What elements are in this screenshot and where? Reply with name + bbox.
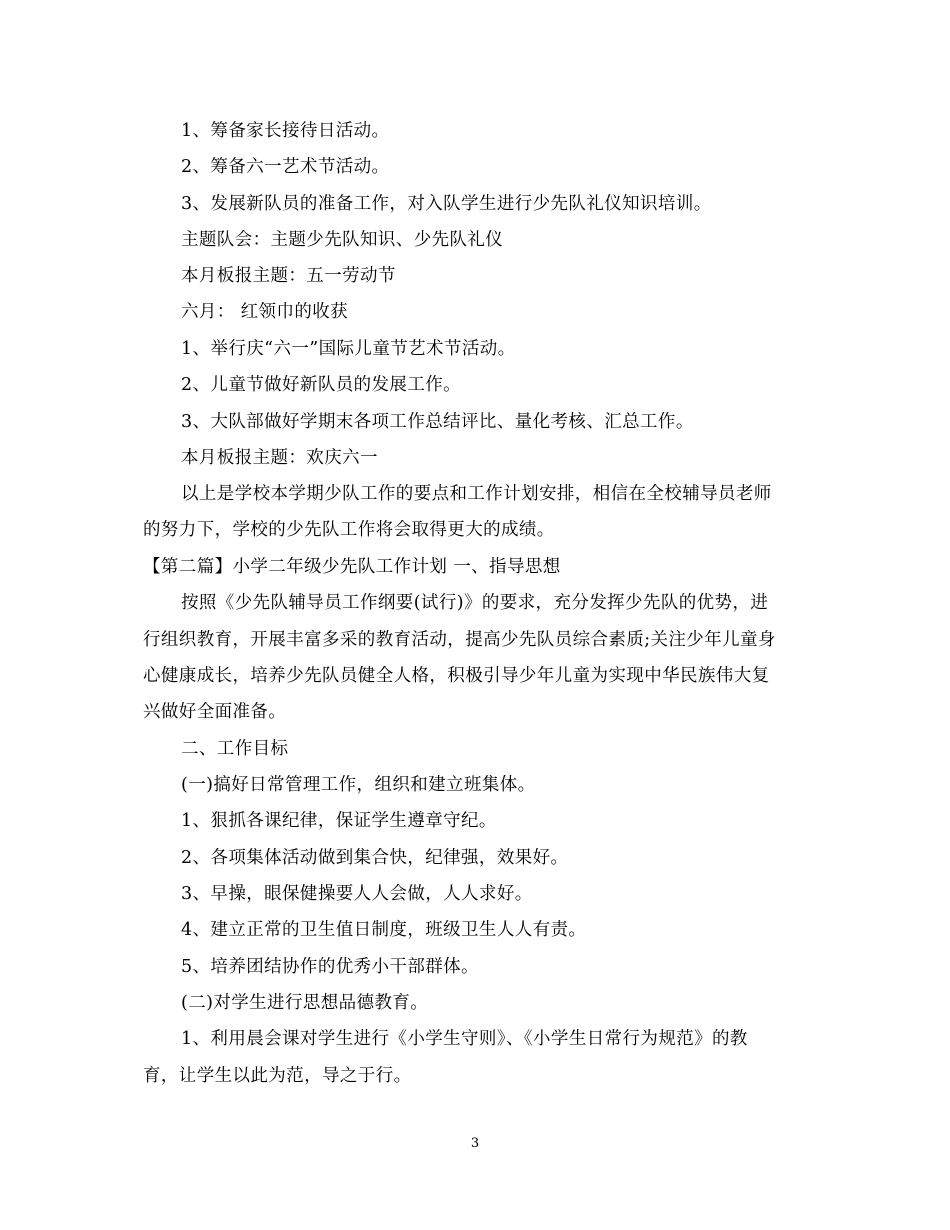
page-number: 3 (470, 1136, 480, 1151)
text-line: 以上是学校本学期少队工作的要点和工作计划安排，相信在全校辅导员老师 (181, 484, 772, 504)
text-line: 1、筹备家长接待日活动。 (181, 121, 390, 141)
text-line: 本月板报主题：五一劳动节 (181, 266, 396, 286)
text-line: 的努力下，学校的少先队工作将会取得更大的成绩。 (143, 520, 555, 540)
text-line: 2、各项集体活动做到集合快，纪律强，效果好。 (181, 848, 569, 868)
text-line: 1、狠抓各课纪律，保证学生遵章守纪。 (181, 811, 497, 831)
text-line: 按照《少先队辅导员工作纲要(试行)》的要求，充分发挥少先队的优势，进 (181, 593, 769, 613)
text-line: 育，让学生以此为范，导之于行。 (143, 1066, 412, 1086)
text-line: 2、筹备六一艺术节活动。 (181, 157, 390, 177)
text-line: 本月板报主题：欢庆六一 (181, 448, 378, 468)
text-line: 心健康成长，培养少先队员健全人格，积极引导少年儿童为实现中华民族伟大复 (143, 666, 770, 686)
text-line: 2、儿童节做好新队员的发展工作。 (181, 375, 462, 395)
text-line: 主题队会：主题少先队知识、少先队礼仪 (181, 230, 504, 250)
text-line: (二)对学生进行思想品德教育。 (181, 993, 429, 1013)
text-line: 4、建立正常的卫生值日制度，班级卫生人人有责。 (181, 920, 587, 940)
text-line: 5、培养团结协作的优秀小干部群体。 (181, 957, 479, 977)
text-line: 1、举行庆“六一”国际儿童节艺术节活动。 (181, 339, 516, 359)
text-line: 3、大队部做好学期末各项工作总结评比、量化考核、汇总工作。 (181, 412, 694, 432)
text-line: 六月： 红领巾的收获 (181, 302, 349, 322)
text-line: 3、发展新队员的准备工作，对入队学生进行少先队礼仪知识培训。 (181, 194, 712, 214)
text-line: (一)搞好日常管理工作，组织和建立班集体。 (181, 775, 536, 795)
section-heading: 【第二篇】小学二年级少先队工作计划 一、指导思想 (143, 557, 561, 577)
text-line: 行组织教育，开展丰富多采的教育活动，提高少先队员综合素质;关注少年儿童身 (143, 630, 776, 650)
text-line: 3、早操，眼保健操要人人会做，人人求好。 (181, 884, 533, 904)
text-line: 二、工作目标 (181, 739, 289, 759)
text-line: 1、利用晨会课对学生进行《小学生守则》、《小学生日常行为规范》的教 (181, 1029, 748, 1049)
text-line: 兴做好全面准备。 (143, 702, 287, 722)
